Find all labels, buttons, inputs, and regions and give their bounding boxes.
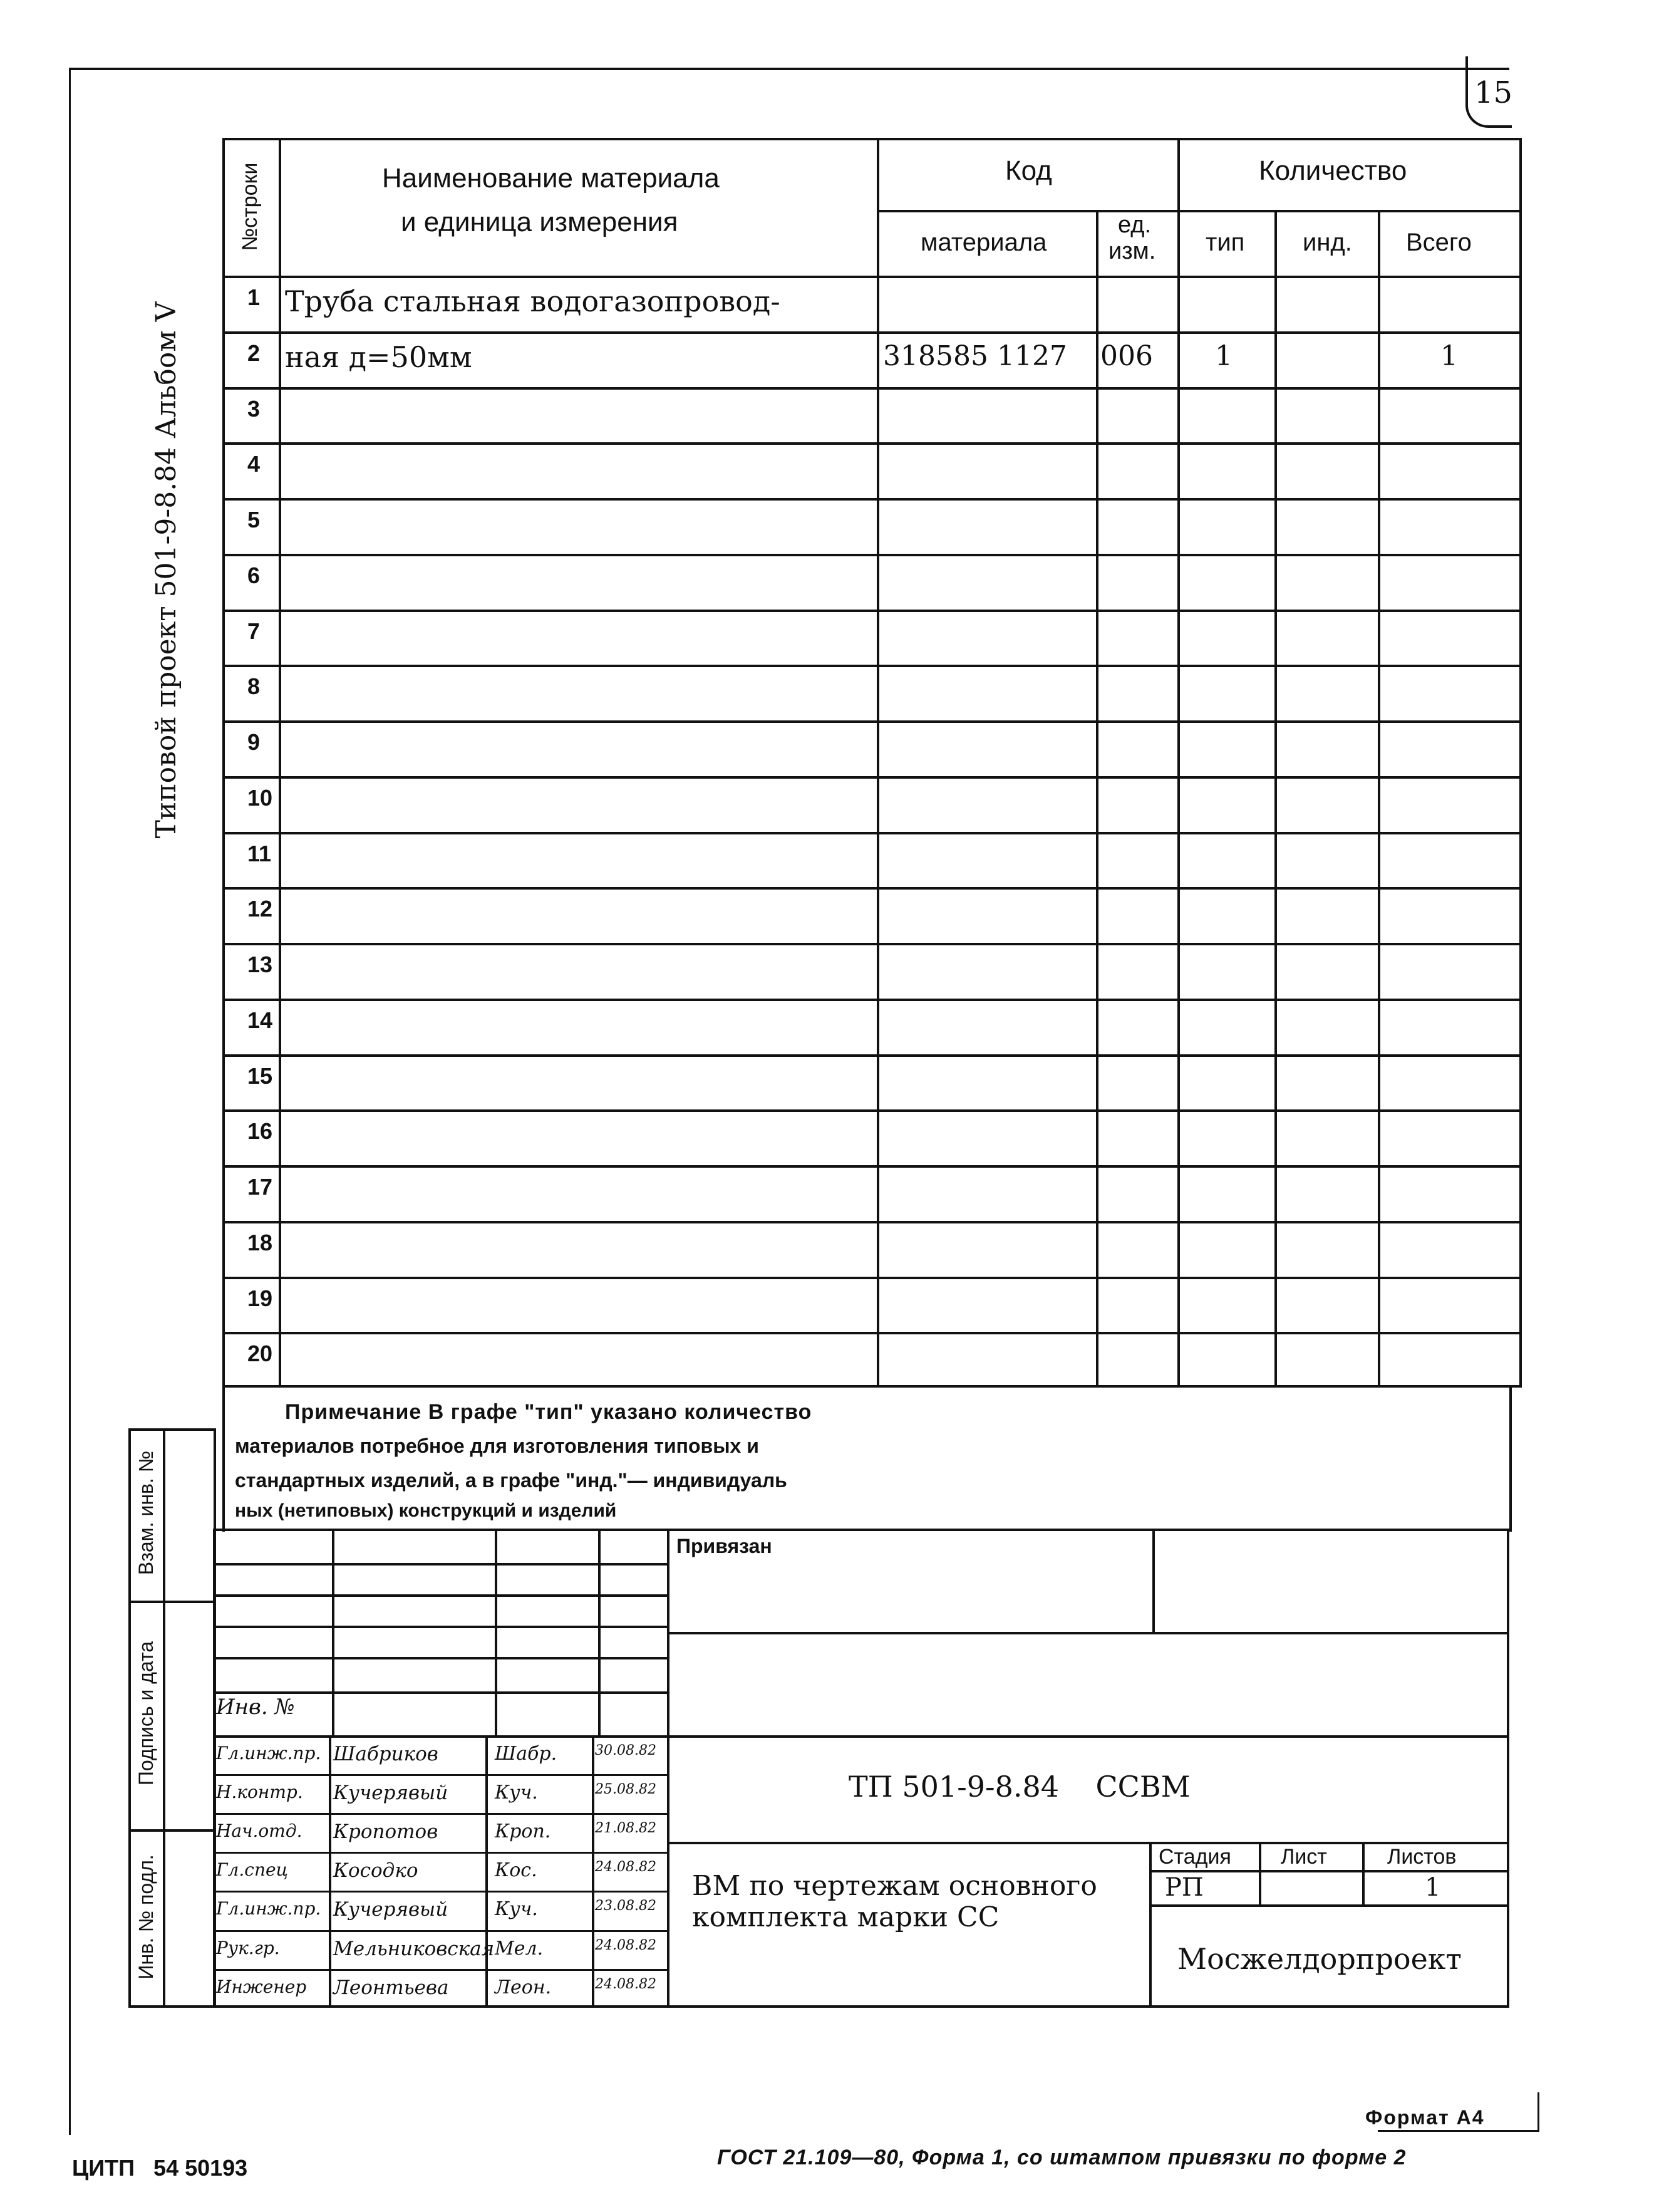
signature-mark: Шабр.: [495, 1743, 557, 1765]
header-name-line2: и единица измерения: [401, 207, 678, 237]
page-number-box: [1465, 56, 1512, 128]
row-number: 7: [247, 618, 261, 644]
doc-code: ТП 501-9-8.84 ССВМ: [849, 1770, 1191, 1804]
row-number: 11: [247, 840, 272, 866]
row-number: 8: [247, 673, 261, 700]
stage-label: Стадия: [1159, 1845, 1231, 1869]
row-type: 1: [1215, 340, 1232, 372]
signer-name: Шабриков: [333, 1743, 438, 1765]
row-name: Труба стальная водогазопровод-: [285, 284, 780, 318]
row-number: 9: [247, 729, 261, 755]
signature-date: 24.08.82: [595, 1937, 656, 1953]
note-line-1: Примечание В графе "тип" указано количество: [285, 1400, 812, 1424]
signature-date: 24.08.82: [595, 1976, 656, 1992]
row-number: 10: [247, 784, 273, 811]
row-number: 13: [247, 952, 273, 977]
page-number: 15: [1474, 75, 1513, 110]
header-row-no: №строки: [238, 162, 262, 251]
note-line-3: стандартных изделий, а в графе "инд."— индивидуаль: [235, 1469, 787, 1492]
signature-mark: Куч.: [495, 1898, 538, 1921]
row-code: 318585 1127: [883, 340, 1067, 372]
header-code-unit-1: ед.: [1118, 212, 1152, 238]
row-number: 16: [247, 1118, 273, 1145]
signer-role: Н.контр.: [216, 1782, 303, 1803]
row-number: 18: [247, 1229, 273, 1255]
signer-role: Гл.инж.пр.: [216, 1898, 321, 1919]
row-number: 6: [247, 562, 261, 588]
row-number: 15: [247, 1062, 273, 1089]
header-qty-type: тип: [1206, 229, 1245, 256]
row-name: ная д=50мм: [285, 340, 472, 374]
signature-date: 23.08.82: [595, 1898, 656, 1914]
row-number: 20: [247, 1341, 273, 1367]
signature-date: 24.08.82: [595, 1859, 656, 1876]
title-block: [213, 1529, 1509, 2008]
row-number: 12: [247, 896, 273, 922]
row-number: 1: [247, 284, 261, 310]
sheets-label: Листов: [1387, 1845, 1457, 1869]
signer-name: Мельниковская: [333, 1937, 495, 1960]
signature-date: 25.08.82: [595, 1782, 656, 1798]
note-line-4: ных (нетиповых) конструкций и изделий: [235, 1500, 617, 1521]
signer-role: Нач.отд.: [216, 1820, 302, 1842]
doc-title-line2: комплекта марки СС: [692, 1901, 1000, 1933]
organization-name: Мосжелдорпроект: [1177, 1942, 1462, 1976]
signature-date: 30.08.82: [595, 1743, 656, 1758]
row-unit: 006: [1100, 340, 1153, 372]
header-qty-total: Всего: [1406, 229, 1472, 256]
privyazan-label: Привязан: [676, 1535, 772, 1557]
row-number: 4: [247, 451, 261, 477]
sheets-value: 1: [1425, 1873, 1441, 1902]
header-code-material: материала: [921, 229, 1047, 256]
label-vzam: Взам. инв. №: [135, 1450, 157, 1576]
header-name-line1: Наименование материала: [382, 163, 720, 194]
signer-name: Леонтьева: [333, 1976, 449, 1999]
signature-date: 21.08.82: [595, 1820, 656, 1837]
bottom-right-gost: ГОСТ 21.109—80, Форма 1, со штампом привязки по форме 2: [717, 2146, 1407, 2169]
row-number: 3: [247, 395, 261, 422]
signer-name: Кучерявый: [333, 1898, 448, 1921]
row-number: 17: [247, 1174, 273, 1200]
signature-mark: Кроп.: [495, 1820, 551, 1843]
header-code-group: Код: [1005, 155, 1052, 186]
bottom-left-code: ЦИТП 54 50193: [72, 2155, 248, 2181]
signer-role: Гл.инж.пр.: [216, 1743, 321, 1763]
signer-role: Рук.гр.: [216, 1937, 280, 1958]
header-qty-ind: инд.: [1303, 229, 1352, 256]
row-number: 2: [247, 340, 261, 366]
sheet-label: Лист: [1281, 1845, 1327, 1869]
row-number: 5: [247, 507, 261, 532]
header-code-unit-2: изм.: [1108, 238, 1156, 264]
row-number: 19: [247, 1285, 273, 1311]
signature-mark: Кос.: [495, 1859, 537, 1882]
label-inv-podl: Инв. № подл.: [135, 1854, 157, 1980]
stage-value: РП: [1165, 1873, 1204, 1902]
label-podpis: Подпись и дата: [135, 1641, 157, 1786]
header-qty-group: Количество: [1259, 155, 1407, 186]
inv-no-label: Инв. №: [216, 1695, 295, 1720]
signer-name: Кучерявый: [333, 1782, 448, 1805]
signer-name: Кропотов: [333, 1820, 438, 1844]
signature-mark: Леон.: [495, 1976, 552, 1998]
signature-mark: Куч.: [495, 1782, 538, 1804]
signer-name: Косодко: [333, 1859, 418, 1882]
format-label: Формат А4: [1365, 2106, 1485, 2129]
signature-mark: Мел.: [495, 1937, 544, 1960]
row-total: 1: [1440, 340, 1458, 372]
materials-table: [222, 138, 1522, 1388]
side-title: Типовой проект 501-9-8.84 Альбом V: [150, 301, 182, 839]
doc-title-line1: ВМ по чертежам основного: [692, 1870, 1097, 1902]
note-line-2: материалов потребное для изготовления типовых и: [235, 1435, 759, 1457]
signer-role: Гл.спец: [216, 1859, 289, 1881]
row-number: 14: [247, 1007, 273, 1033]
signer-role: Инженер: [216, 1976, 307, 1997]
